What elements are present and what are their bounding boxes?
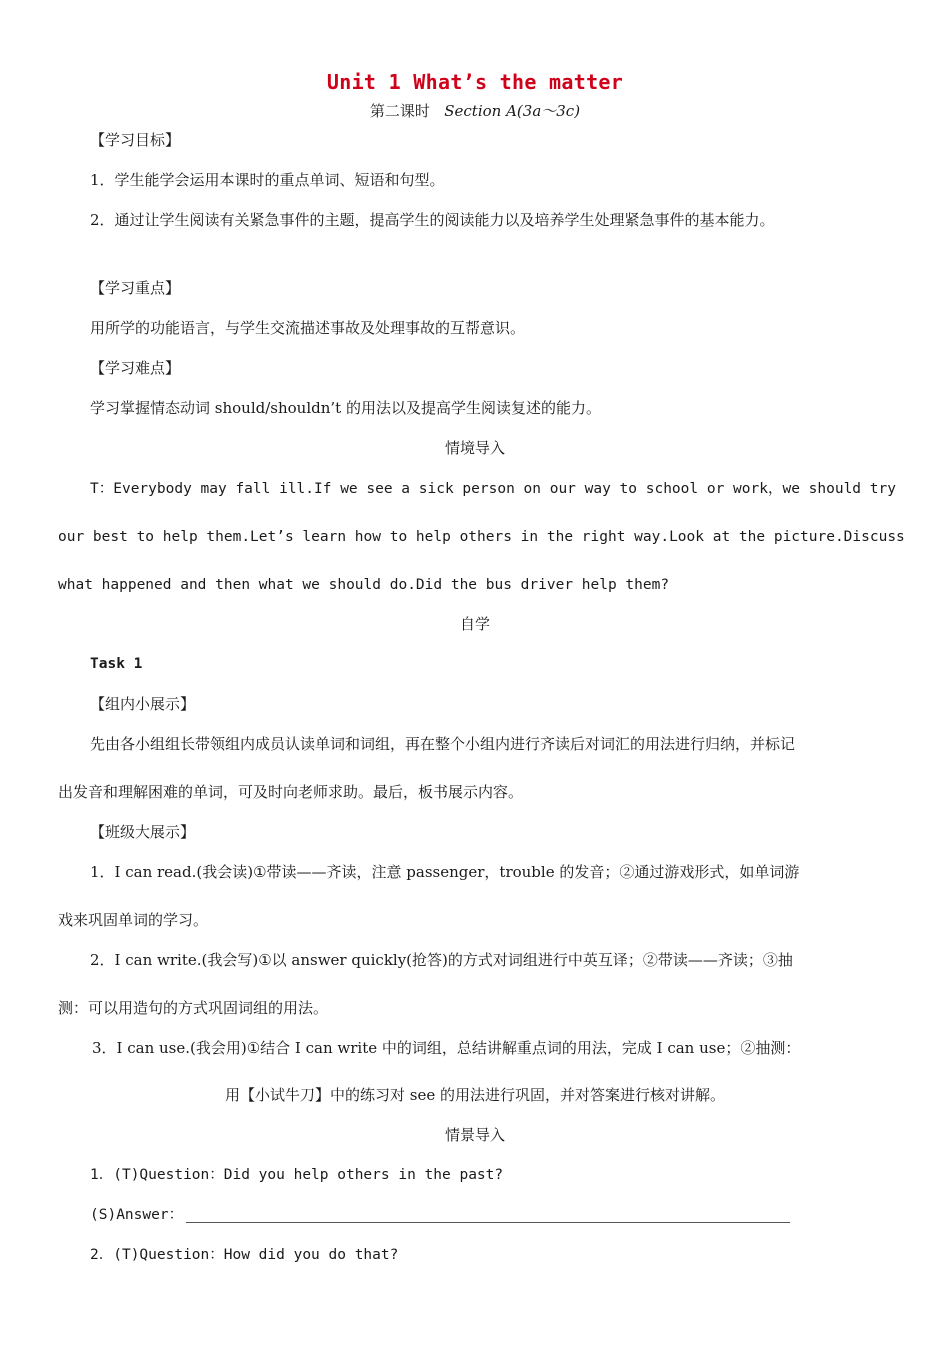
question-1: 1．(T)Question：Did you help others in the past?	[90, 1167, 504, 1183]
class-item-3-line-2: 用【小试牛刀】中的练习对 see 的用法进行巩固，并对答案进行核对讲解。	[225, 1086, 725, 1104]
question-2: 2．(T)Question：How did you do that?	[90, 1247, 399, 1263]
intro-line-3: what happened and then what we should do.Did the bus driver help them?	[58, 577, 670, 593]
key-points-heading: 【学习重点】	[90, 279, 181, 297]
class-item-2-line-1: 2．I can write.(我会写)①以 answer quickly(抢答)的方式对词组进行中英互译；②带读——齐读；③抽	[90, 951, 793, 969]
answer-1-blank[interactable]	[186, 1222, 790, 1223]
lesson-number: 第二课时	[369, 102, 430, 120]
class-item-1-line-2: 戏来巩固单词的学习。	[58, 911, 209, 929]
section-label: Section A(3a～3c)	[444, 102, 581, 120]
difficulties-heading: 【学习难点】	[90, 359, 181, 377]
lesson-subtitle	[0, 100, 950, 121]
difficulties-text: 学习掌握情态动词 should/shouldn’t 的用法以及提高学生阅读复述的能力。	[90, 399, 601, 417]
intro-heading: 情境导入	[444, 439, 505, 457]
intro-line-1: T：Everybody may fall ill.If we see a sick person on our way to school or work，we should try	[90, 481, 896, 497]
class-item-1-line-1: 1．I can read.(我会读)①带读——齐读，注意 passenger，trouble 的发音；②通过游戏形式，如单词游	[90, 863, 800, 881]
group-display-line-2: 出发音和理解困难的单词，可及时向老师求助。最后，板书展示内容。	[58, 783, 524, 801]
group-display-heading: 【组内小展示】	[90, 695, 196, 713]
goal-item-1: 1．学生能学会运用本课时的重点单词、短语和句型。	[90, 171, 445, 189]
goal-item-2: 2．通过让学生阅读有关紧急事件的主题，提高学生的阅读能力以及培养学生处理紧急事件的基本能力。	[90, 211, 775, 229]
self-study-heading: 自学	[459, 615, 490, 633]
answer-1-label: (S)Answer：	[90, 1207, 184, 1223]
goals-heading: 【学习目标】	[90, 131, 181, 149]
document-title: Unit 1 What’s the matter	[326, 70, 624, 94]
scene-heading: 情景导入	[444, 1126, 505, 1144]
class-item-3-line-1: 3．I can use.(我会用)①结合 I can write 中的词组，总结讲解重点词的用法，完成 I can use；②抽测：	[92, 1039, 801, 1057]
intro-line-2: our best to help them.Let’s learn how to help others in the right way.Look at the picture.Discuss	[58, 529, 905, 545]
class-item-2-line-2: 测：可以用造句的方式巩固词组的用法。	[58, 999, 329, 1017]
group-display-line-1: 先由各小组组长带领组内成员认读单词和词组，再在整个小组内进行齐读后对词汇的用法进行归纳，并标记	[90, 735, 796, 753]
key-points-text: 用所学的功能语言，与学生交流描述事故及处理事故的互帮意识。	[90, 319, 526, 337]
class-display-heading: 【班级大展示】	[90, 823, 196, 841]
task-label: Task 1	[90, 656, 143, 672]
